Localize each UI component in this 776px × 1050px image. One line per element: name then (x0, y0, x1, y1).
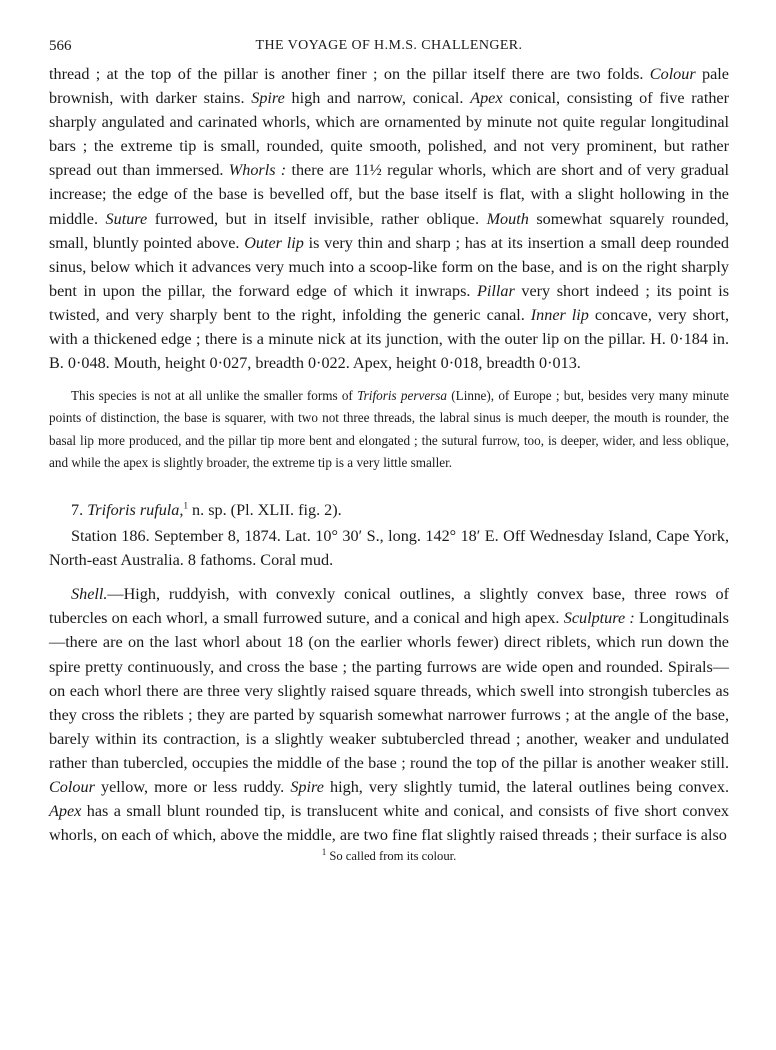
term-colour: Colour (649, 65, 696, 83)
species-name: Triforis rufula, (87, 501, 184, 520)
term-apex: Apex (470, 89, 503, 108)
species-number: 7. (71, 501, 88, 520)
text-run: This species is not at all unlike the smaller forms of (71, 388, 358, 404)
species-plate-reference: n. sp. (Pl. XLII. fig. 2). (187, 501, 342, 520)
paragraph-2 (49, 385, 729, 474)
page-number: 566 (49, 38, 72, 54)
text-run: yellow, more or less ruddy. (94, 777, 291, 796)
remarks-paragraph (49, 385, 729, 474)
description-paragraph (49, 62, 729, 375)
text-run: conical, consisting of five rather sharply angulated and carinated whorls, which are ornamented by minute not quite regular longitudinal bars ; the extreme tip is small, rounded, quite smooth, polished, and not very prominent, but rather spread out than immersed. (49, 89, 730, 180)
term-inner-lip: Inner lip (530, 305, 589, 324)
term-spire: Spire (290, 777, 324, 796)
text-run: high and narrow, conical. (284, 89, 471, 108)
footnote-marker: 1 (321, 847, 327, 858)
term-mouth: Mouth (486, 209, 529, 228)
station-paragraph: Station 186. September 8, 1874. Lat. 10° 30′ S., long. 142° 18′ E. Off Wednesday Island, Cape York, North-east Australia. 8 fathoms. Coral mud. (49, 527, 729, 570)
page-header (49, 38, 729, 62)
page (49, 38, 729, 864)
term-spire: Spire (251, 89, 285, 108)
term-shell: Shell. (71, 585, 108, 604)
running-title: THE VOYAGE OF H.M.S. CHALLENGER. (255, 38, 523, 53)
text-run: concave, very short, with a thickened edge ; there is a minute nick at its junction, with the outer lip on the pillar. H. 0·184 in. B. 0·048. Mouth, height 0·027, breadth 0·022. Apex, height 0·018, breadth 0·013. (49, 305, 729, 373)
paragraph-1 (49, 62, 729, 375)
term-pillar: Pillar (477, 281, 515, 300)
text-run: thread ; at the top of the pillar is another finer ; on the pillar itself there are two folds. (49, 65, 650, 83)
term-outer-lip: Outer lip (244, 233, 304, 252)
species-heading (49, 498, 729, 522)
text-run: pale brownish, with darker stains. (49, 65, 729, 108)
text-run: (Linne), of Europe ; but, besides very many minute points of distinction, the base is squarer, with two not three threads, the labral sinus is much deeper, the mouth is rounder, the basal lip more produced, and the pillar tip more bent and elongated ; the sutural furrow, too, is deeper, wider, and less oblique, and while the apex is slightly broader, the extreme tip is a very little smaller. (49, 388, 730, 470)
text-run: somewhat squarely rounded, small, bluntly pointed above. (49, 209, 729, 252)
footnote-text: So called from its colour. (326, 849, 457, 864)
species-name: Triforis perversa (357, 388, 448, 404)
shell-description-paragraph (49, 582, 729, 847)
term-suture: Suture (105, 209, 148, 228)
text-run: —High, ruddyish, with convexly conical outlines, a slightly convex base, three rows of tubercles on each whorl, a small furrowed suture, and a conical and high apex. (49, 585, 729, 628)
text-run: furrowed, but in itself invisible, rather oblique. (147, 209, 487, 228)
term-sculpture: Sculpture : (563, 609, 635, 628)
text-run: very short indeed ; its point is twisted, and very sharply bent to the right, infolding the generic canal. (49, 281, 729, 324)
footnote-reference: 1 (183, 500, 188, 511)
term-whorls: Whorls : (228, 161, 287, 180)
text-run: high, very slightly tumid, the lateral outlines being convex. (323, 777, 729, 796)
term-colour: Colour (49, 777, 95, 796)
text-run: there are 11½ regular whorls, which are short and of very gradual increase; the edge of the base is bevelled off, but the base itself is flat, with a slight hollowing in the middle. (49, 161, 730, 228)
text-run: has a small blunt rounded tip, is translucent white and conical, and consists of five short convex whorls, on each of which, above the middle, are two fine flat slightly raised threads ; their surface is also (49, 802, 729, 845)
text-run: is very thin and sharp ; has at its insertion a small deep rounded sinus, below which it advances very much into a scoop-like form on the base, and is on the right sharply bent in upon the pillar, the forward edge of which it inwraps. (49, 233, 729, 300)
footnote (49, 849, 729, 864)
term-apex: Apex (49, 802, 82, 821)
text-run: Longitudinals—there are on the last whorl about 18 (on the earlier whorls fewer) direct riblets, which run down the spire pretty continuously, and cross the base ; the parting furrows are wide open and rounded. Spirals—on each whorl there are three very slightly raised square threads, which swell into strongish tubercles as they cross the riblets ; they are parted by squarish somewhat narrower furrows ; at the angle of the base, barely within its contraction, is a slightly weaker subtubercled thread ; another, weaker and undulated rather than tubercled, occupies the middle of the base ; round the top of the pillar is another weaker still. (49, 609, 729, 772)
